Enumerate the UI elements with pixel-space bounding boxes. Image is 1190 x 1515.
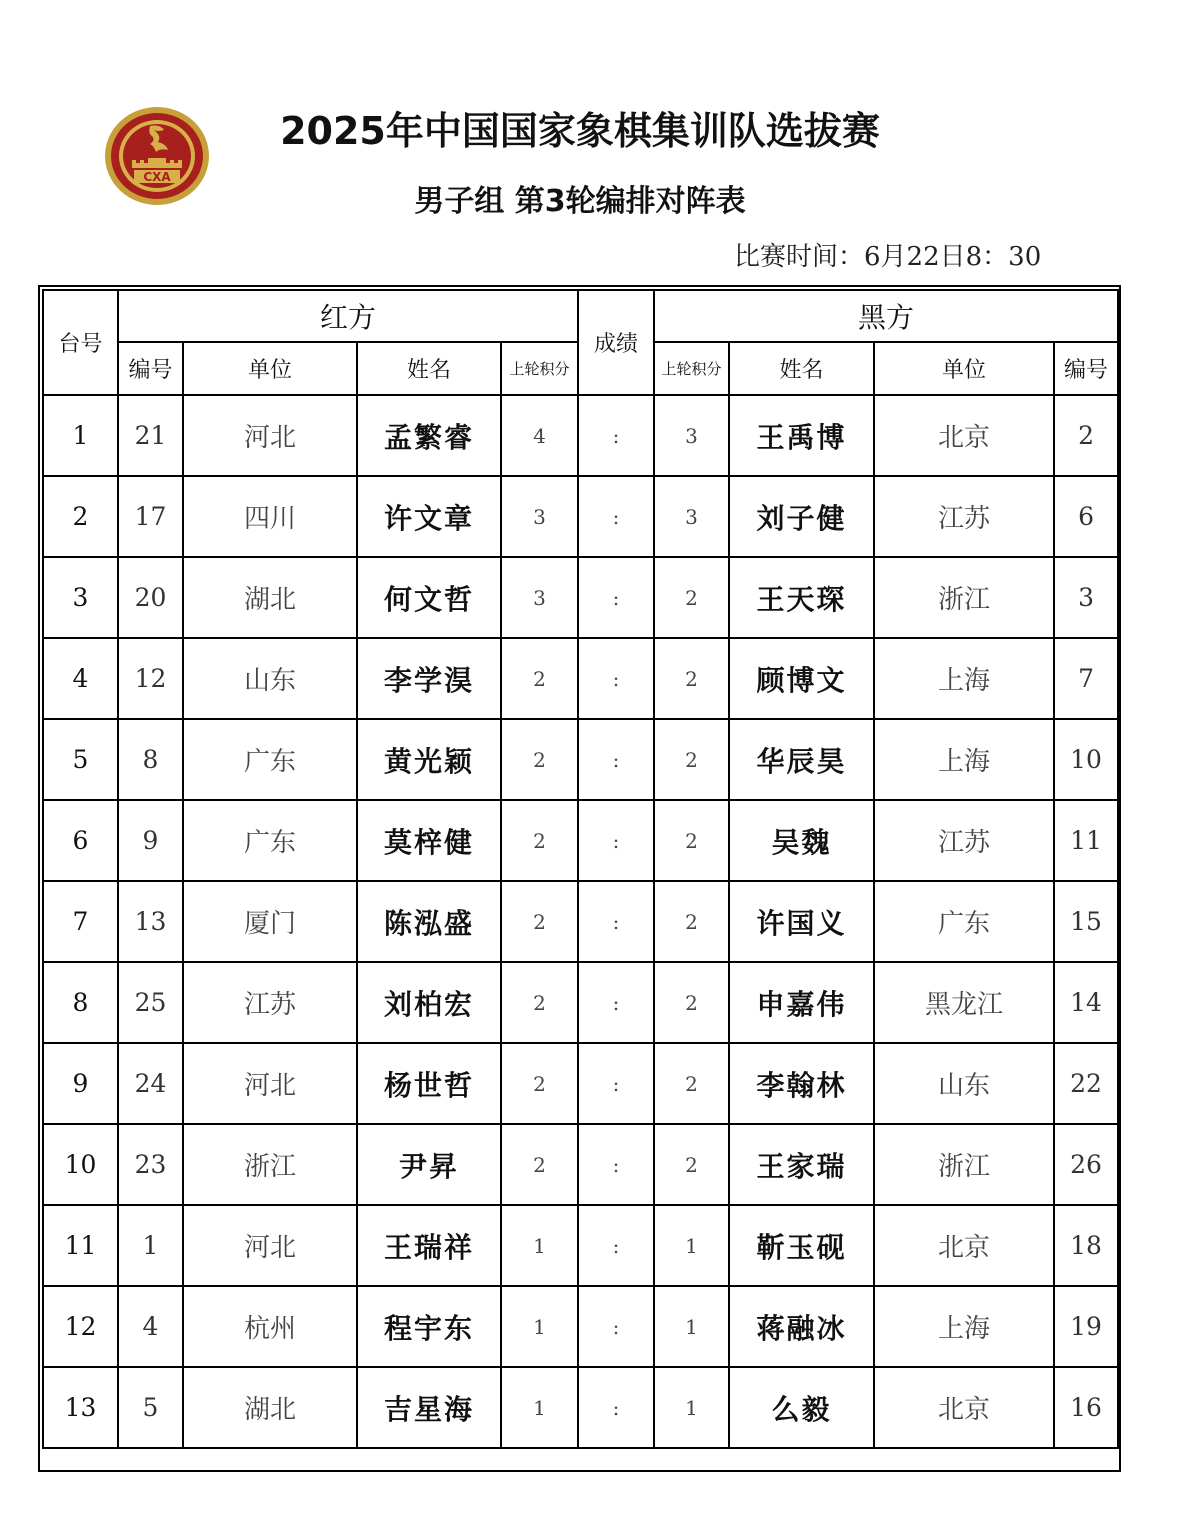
red-name: 莫梓健 xyxy=(357,800,501,881)
cxa-logo xyxy=(104,106,210,206)
red-prev-score: 1 xyxy=(501,1205,578,1286)
red-number: 12 xyxy=(118,638,183,719)
red-number: 9 xyxy=(118,800,183,881)
black-unit: 黑龙江 xyxy=(874,962,1054,1043)
black-name: 蒋融冰 xyxy=(729,1286,874,1367)
table-number: 2 xyxy=(43,476,118,557)
table-row xyxy=(43,638,1118,719)
red-name: 吉星海 xyxy=(357,1367,501,1448)
black-prev-score: 2 xyxy=(654,638,729,719)
header-red: 红方 xyxy=(118,290,578,342)
header-black: 黑方 xyxy=(654,290,1118,342)
red-number: 17 xyxy=(118,476,183,557)
table-number: 5 xyxy=(43,719,118,800)
black-name: 王禹博 xyxy=(729,395,874,476)
red-prev-score: 2 xyxy=(501,638,578,719)
pairing-table xyxy=(42,289,1119,1449)
red-number: 23 xyxy=(118,1124,183,1205)
black-number: 11 xyxy=(1054,800,1118,881)
table-row xyxy=(43,557,1118,638)
red-unit: 广东 xyxy=(183,719,357,800)
header-red-number: 编号 xyxy=(118,342,183,395)
table-row xyxy=(43,962,1118,1043)
result-separator: : xyxy=(578,557,654,638)
black-name: 申嘉伟 xyxy=(729,962,874,1043)
black-unit: 江苏 xyxy=(874,476,1054,557)
red-prev-score: 4 xyxy=(501,395,578,476)
header-result: 成绩 xyxy=(578,290,654,395)
table-row xyxy=(43,881,1118,962)
red-unit: 湖北 xyxy=(183,1367,357,1448)
black-unit: 上海 xyxy=(874,719,1054,800)
black-unit: 江苏 xyxy=(874,800,1054,881)
black-name: 华辰昊 xyxy=(729,719,874,800)
result-separator: : xyxy=(578,800,654,881)
red-name: 陈泓盛 xyxy=(357,881,501,962)
black-name: 刘子健 xyxy=(729,476,874,557)
black-prev-score: 2 xyxy=(654,1124,729,1205)
red-unit: 河北 xyxy=(183,1043,357,1124)
table-number: 1 xyxy=(43,395,118,476)
black-prev-score: 2 xyxy=(654,881,729,962)
black-number: 6 xyxy=(1054,476,1118,557)
red-unit: 河北 xyxy=(183,395,357,476)
black-unit: 北京 xyxy=(874,395,1054,476)
black-prev-score: 1 xyxy=(654,1205,729,1286)
black-unit: 上海 xyxy=(874,638,1054,719)
logo-text: CXA xyxy=(143,170,171,184)
red-name: 黄光颖 xyxy=(357,719,501,800)
red-prev-score: 2 xyxy=(501,1124,578,1205)
black-prev-score: 3 xyxy=(654,395,729,476)
red-name: 王瑞祥 xyxy=(357,1205,501,1286)
red-name: 许文章 xyxy=(357,476,501,557)
header-red-prev-score: 上轮积分 xyxy=(501,342,578,395)
red-unit: 河北 xyxy=(183,1205,357,1286)
table-row xyxy=(43,1286,1118,1367)
result-separator: : xyxy=(578,638,654,719)
red-name: 李学淏 xyxy=(357,638,501,719)
table-number: 8 xyxy=(43,962,118,1043)
red-name: 刘柏宏 xyxy=(357,962,501,1043)
table-row xyxy=(43,1367,1118,1448)
black-unit: 浙江 xyxy=(874,557,1054,638)
red-number: 5 xyxy=(118,1367,183,1448)
red-prev-score: 3 xyxy=(501,476,578,557)
black-number: 3 xyxy=(1054,557,1118,638)
table-number: 4 xyxy=(43,638,118,719)
table-row xyxy=(43,719,1118,800)
header-black-name: 姓名 xyxy=(729,342,874,395)
header-black-number: 编号 xyxy=(1054,342,1118,395)
red-name: 杨世哲 xyxy=(357,1043,501,1124)
red-prev-score: 3 xyxy=(501,557,578,638)
red-number: 24 xyxy=(118,1043,183,1124)
black-name: 王家瑞 xyxy=(729,1124,874,1205)
black-unit: 浙江 xyxy=(874,1124,1054,1205)
table-row xyxy=(43,395,1118,476)
black-number: 10 xyxy=(1054,719,1118,800)
black-number: 15 xyxy=(1054,881,1118,962)
black-unit: 北京 xyxy=(874,1367,1054,1448)
red-prev-score: 2 xyxy=(501,1043,578,1124)
table-number: 11 xyxy=(43,1205,118,1286)
black-name: 吴魏 xyxy=(729,800,874,881)
result-separator: : xyxy=(578,395,654,476)
red-prev-score: 2 xyxy=(501,881,578,962)
black-name: 许国义 xyxy=(729,881,874,962)
black-unit: 广东 xyxy=(874,881,1054,962)
black-unit: 上海 xyxy=(874,1286,1054,1367)
red-prev-score: 2 xyxy=(501,962,578,1043)
black-number: 7 xyxy=(1054,638,1118,719)
red-name: 程宇东 xyxy=(357,1286,501,1367)
black-name: 么毅 xyxy=(729,1367,874,1448)
red-unit: 浙江 xyxy=(183,1124,357,1205)
red-number: 13 xyxy=(118,881,183,962)
table-number: 12 xyxy=(43,1286,118,1367)
result-separator: : xyxy=(578,1367,654,1448)
header-red-name: 姓名 xyxy=(357,342,501,395)
black-name: 靳玉砚 xyxy=(729,1205,874,1286)
table-number: 3 xyxy=(43,557,118,638)
red-number: 1 xyxy=(118,1205,183,1286)
black-number: 2 xyxy=(1054,395,1118,476)
table-number: 7 xyxy=(43,881,118,962)
red-name: 何文哲 xyxy=(357,557,501,638)
black-prev-score: 2 xyxy=(654,800,729,881)
red-unit: 杭州 xyxy=(183,1286,357,1367)
table-number: 9 xyxy=(43,1043,118,1124)
table-row xyxy=(43,476,1118,557)
black-number: 19 xyxy=(1054,1286,1118,1367)
red-unit: 湖北 xyxy=(183,557,357,638)
result-separator: : xyxy=(578,719,654,800)
black-number: 18 xyxy=(1054,1205,1118,1286)
red-number: 21 xyxy=(118,395,183,476)
table-row xyxy=(43,1205,1118,1286)
table-row xyxy=(43,800,1118,881)
page-subtitle: 男子组 第3轮编排对阵表 xyxy=(414,184,746,219)
black-prev-score: 1 xyxy=(654,1367,729,1448)
black-number: 14 xyxy=(1054,962,1118,1043)
result-separator: : xyxy=(578,1286,654,1367)
result-separator: : xyxy=(578,1205,654,1286)
red-name: 尹昇 xyxy=(357,1124,501,1205)
header-table-no: 台号 xyxy=(43,290,118,395)
header-black-unit: 单位 xyxy=(874,342,1054,395)
table-row xyxy=(43,1043,1118,1124)
header-black-prev-score: 上轮积分 xyxy=(654,342,729,395)
red-prev-score: 2 xyxy=(501,719,578,800)
red-prev-score: 1 xyxy=(501,1367,578,1448)
red-number: 25 xyxy=(118,962,183,1043)
red-number: 8 xyxy=(118,719,183,800)
table-row xyxy=(43,1124,1118,1205)
black-prev-score: 2 xyxy=(654,962,729,1043)
header-red-unit: 单位 xyxy=(183,342,357,395)
result-separator: : xyxy=(578,1124,654,1205)
table-number: 10 xyxy=(43,1124,118,1205)
red-prev-score: 2 xyxy=(501,800,578,881)
black-prev-score: 3 xyxy=(654,476,729,557)
red-prev-score: 1 xyxy=(501,1286,578,1367)
black-name: 李翰林 xyxy=(729,1043,874,1124)
black-number: 22 xyxy=(1054,1043,1118,1124)
black-name: 王天琛 xyxy=(729,557,874,638)
table-number: 6 xyxy=(43,800,118,881)
match-time: 比赛时间：6月22日8：30 xyxy=(734,242,1042,272)
result-separator: : xyxy=(578,476,654,557)
red-unit: 四川 xyxy=(183,476,357,557)
black-prev-score: 2 xyxy=(654,719,729,800)
red-unit: 山东 xyxy=(183,638,357,719)
black-number: 16 xyxy=(1054,1367,1118,1448)
red-name: 孟繁睿 xyxy=(357,395,501,476)
black-prev-score: 1 xyxy=(654,1286,729,1367)
black-number: 26 xyxy=(1054,1124,1118,1205)
black-prev-score: 2 xyxy=(654,1043,729,1124)
result-separator: : xyxy=(578,1043,654,1124)
table-number: 13 xyxy=(43,1367,118,1448)
result-separator: : xyxy=(578,962,654,1043)
red-unit: 江苏 xyxy=(183,962,357,1043)
page-title: 2025年中国国家象棋集训队选拔赛 xyxy=(280,109,880,153)
result-separator: : xyxy=(578,881,654,962)
red-number: 4 xyxy=(118,1286,183,1367)
black-prev-score: 2 xyxy=(654,557,729,638)
red-unit: 广东 xyxy=(183,800,357,881)
black-unit: 山东 xyxy=(874,1043,1054,1124)
black-name: 顾博文 xyxy=(729,638,874,719)
black-unit: 北京 xyxy=(874,1205,1054,1286)
red-unit: 厦门 xyxy=(183,881,357,962)
red-number: 20 xyxy=(118,557,183,638)
